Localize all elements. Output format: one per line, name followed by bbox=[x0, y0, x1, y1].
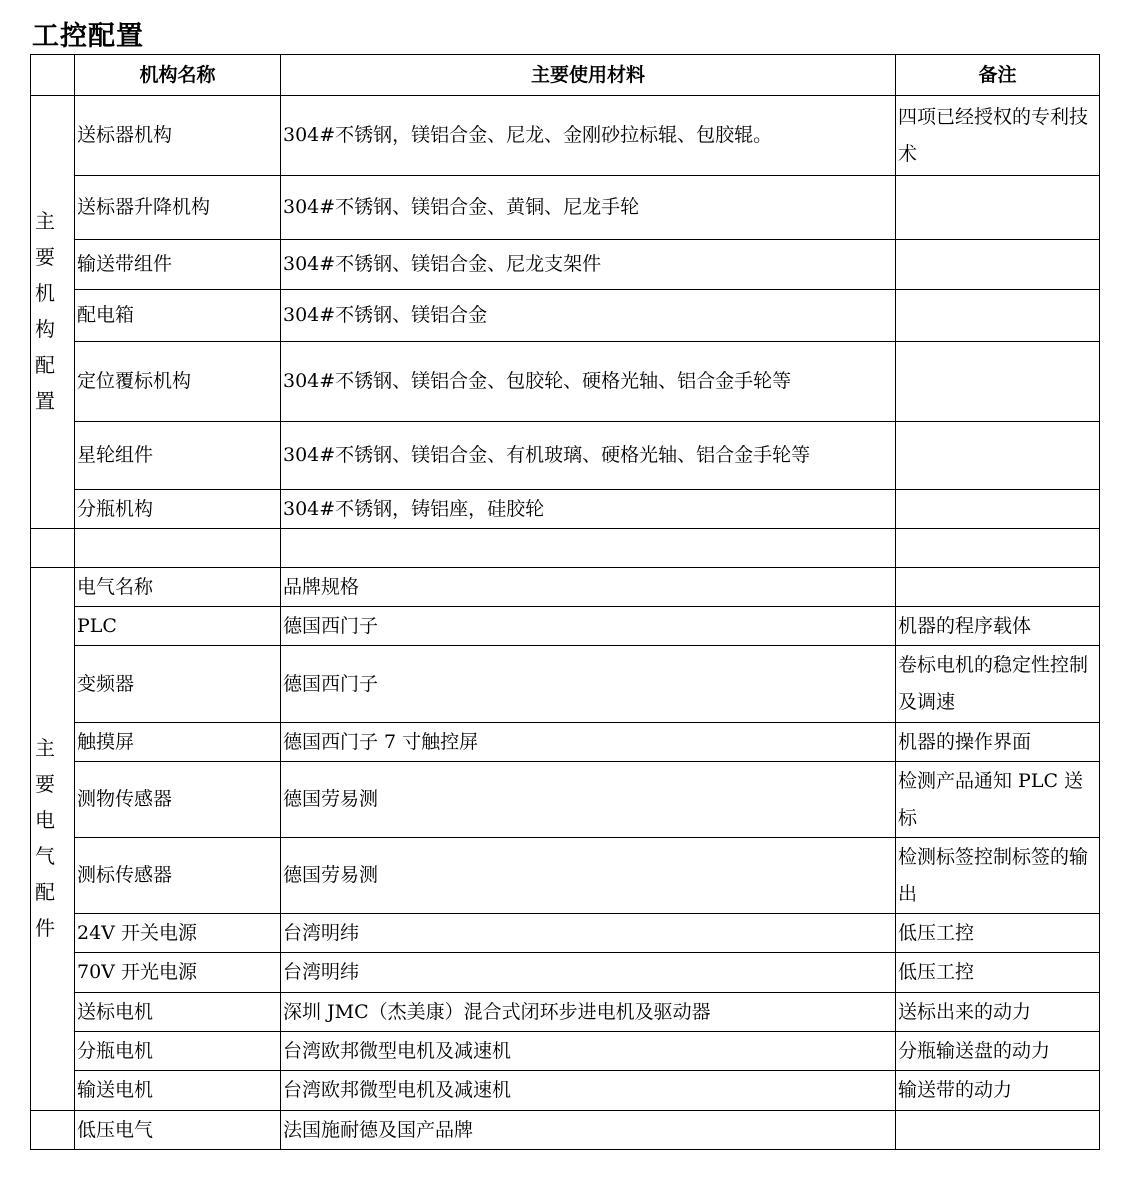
elec-note: 输送带的动力 bbox=[896, 1071, 1100, 1111]
elec-material: 台湾欧邦微型电机及减速机 bbox=[281, 1032, 896, 1071]
mech-note bbox=[896, 342, 1100, 422]
header-blank bbox=[31, 55, 75, 96]
table-row bbox=[31, 723, 1100, 762]
config-table bbox=[30, 54, 1100, 1150]
mech-name: 星轮组件 bbox=[75, 422, 281, 490]
elec-name: 24V 开关电源 bbox=[75, 914, 281, 953]
table-row bbox=[31, 342, 1100, 422]
elec-name: 电气名称 bbox=[75, 568, 281, 607]
table-row bbox=[31, 422, 1100, 490]
table-row bbox=[31, 607, 1100, 646]
elec-material: 台湾明纬 bbox=[281, 953, 896, 993]
mech-note: 四项已经授权的专利技术 bbox=[896, 96, 1100, 176]
mech-material: 304#不锈钢、镁铝合金、有机玻璃、硬格光轴、铝合金手轮等 bbox=[281, 422, 896, 490]
table-row bbox=[31, 646, 1100, 723]
empty-row bbox=[31, 529, 1100, 568]
table-row bbox=[31, 838, 1100, 914]
elec-note: 卷标电机的稳定性控制及调速 bbox=[896, 646, 1100, 723]
mech-note bbox=[896, 422, 1100, 490]
mech-material: 304#不锈钢，铸铝座，硅胶轮 bbox=[281, 490, 896, 529]
elec-material: 德国西门子 bbox=[281, 607, 896, 646]
table-row bbox=[31, 240, 1100, 290]
table-row bbox=[31, 953, 1100, 993]
elec-name: 输送电机 bbox=[75, 1071, 281, 1111]
last-name: 低压电气 bbox=[75, 1111, 281, 1150]
mech-name: 配电箱 bbox=[75, 290, 281, 342]
last-material: 法国施耐德及国产品牌 bbox=[281, 1111, 896, 1150]
table-row bbox=[31, 1071, 1100, 1111]
elec-material: 德国劳易测 bbox=[281, 762, 896, 838]
table-row bbox=[31, 1032, 1100, 1071]
elec-note: 检测标签控制标签的输出 bbox=[896, 838, 1100, 914]
mech-material: 304#不锈钢、镁铝合金、包胶轮、硬格光轴、铝合金手轮等 bbox=[281, 342, 896, 422]
mech-name: 定位覆标机构 bbox=[75, 342, 281, 422]
elec-material: 德国西门子 7 寸触控屏 bbox=[281, 723, 896, 762]
table-row bbox=[31, 914, 1100, 953]
elec-name: 分瓶电机 bbox=[75, 1032, 281, 1071]
elec-material: 德国西门子 bbox=[281, 646, 896, 723]
table-row bbox=[31, 96, 1100, 176]
elec-note: 检测产品通知 PLC 送标 bbox=[896, 762, 1100, 838]
elec-note: 机器的操作界面 bbox=[896, 723, 1100, 762]
elec-material: 深圳 JMC（杰美康）混合式闭环步进电机及驱动器 bbox=[281, 993, 896, 1032]
elec-name: PLC bbox=[75, 607, 281, 646]
elec-material: 德国劳易测 bbox=[281, 838, 896, 914]
elec-name: 送标电机 bbox=[75, 993, 281, 1032]
header-row bbox=[31, 55, 1100, 96]
mech-note bbox=[896, 240, 1100, 290]
elec-note: 低压工控 bbox=[896, 953, 1100, 993]
elec-material: 台湾明纬 bbox=[281, 914, 896, 953]
mech-material: 304#不锈钢、镁铝合金、黄铜、尼龙手轮 bbox=[281, 176, 896, 240]
elec-group-cell bbox=[31, 568, 75, 1111]
mech-note bbox=[896, 490, 1100, 529]
mech-name: 送标器升降机构 bbox=[75, 176, 281, 240]
page-title: 工控配置 bbox=[32, 21, 144, 52]
elec-note: 机器的程序载体 bbox=[896, 607, 1100, 646]
elec-name: 测标传感器 bbox=[75, 838, 281, 914]
elec-name: 测物传感器 bbox=[75, 762, 281, 838]
mech-note bbox=[896, 290, 1100, 342]
table-row bbox=[31, 290, 1100, 342]
elec-note bbox=[896, 568, 1100, 607]
header-name: 机构名称 bbox=[75, 55, 281, 96]
mech-name: 分瓶机构 bbox=[75, 490, 281, 529]
elec-note: 分瓶输送盘的动力 bbox=[896, 1032, 1100, 1071]
mech-note bbox=[896, 176, 1100, 240]
table-row bbox=[31, 1111, 1100, 1150]
mech-name: 送标器机构 bbox=[75, 96, 281, 176]
last-note bbox=[896, 1111, 1100, 1150]
header-note: 备注 bbox=[896, 55, 1100, 96]
elec-note: 低压工控 bbox=[896, 914, 1100, 953]
table-row bbox=[31, 762, 1100, 838]
elec-note: 送标出来的动力 bbox=[896, 993, 1100, 1032]
elec-material: 品牌规格 bbox=[281, 568, 896, 607]
mech-material: 304#不锈钢、镁铝合金 bbox=[281, 290, 896, 342]
table-row bbox=[31, 568, 1100, 607]
elec-material: 台湾欧邦微型电机及减速机 bbox=[281, 1071, 896, 1111]
mech-group-label: 主要机构配置 bbox=[35, 209, 55, 413]
mech-name: 输送带组件 bbox=[75, 240, 281, 290]
table-row bbox=[31, 993, 1100, 1032]
table-row bbox=[31, 490, 1100, 529]
elec-name: 变频器 bbox=[75, 646, 281, 723]
elec-name: 70V 开光电源 bbox=[75, 953, 281, 993]
mech-group-cell bbox=[31, 96, 75, 529]
mech-material: 304#不锈钢，镁铝合金、尼龙、金刚砂拉标辊、包胶辊。 bbox=[281, 96, 896, 176]
elec-group-label: 主要电气配件 bbox=[35, 736, 55, 940]
header-material: 主要使用材料 bbox=[281, 55, 896, 96]
elec-name: 触摸屏 bbox=[75, 723, 281, 762]
table-row bbox=[31, 176, 1100, 240]
mech-material: 304#不锈钢、镁铝合金、尼龙支架件 bbox=[281, 240, 896, 290]
